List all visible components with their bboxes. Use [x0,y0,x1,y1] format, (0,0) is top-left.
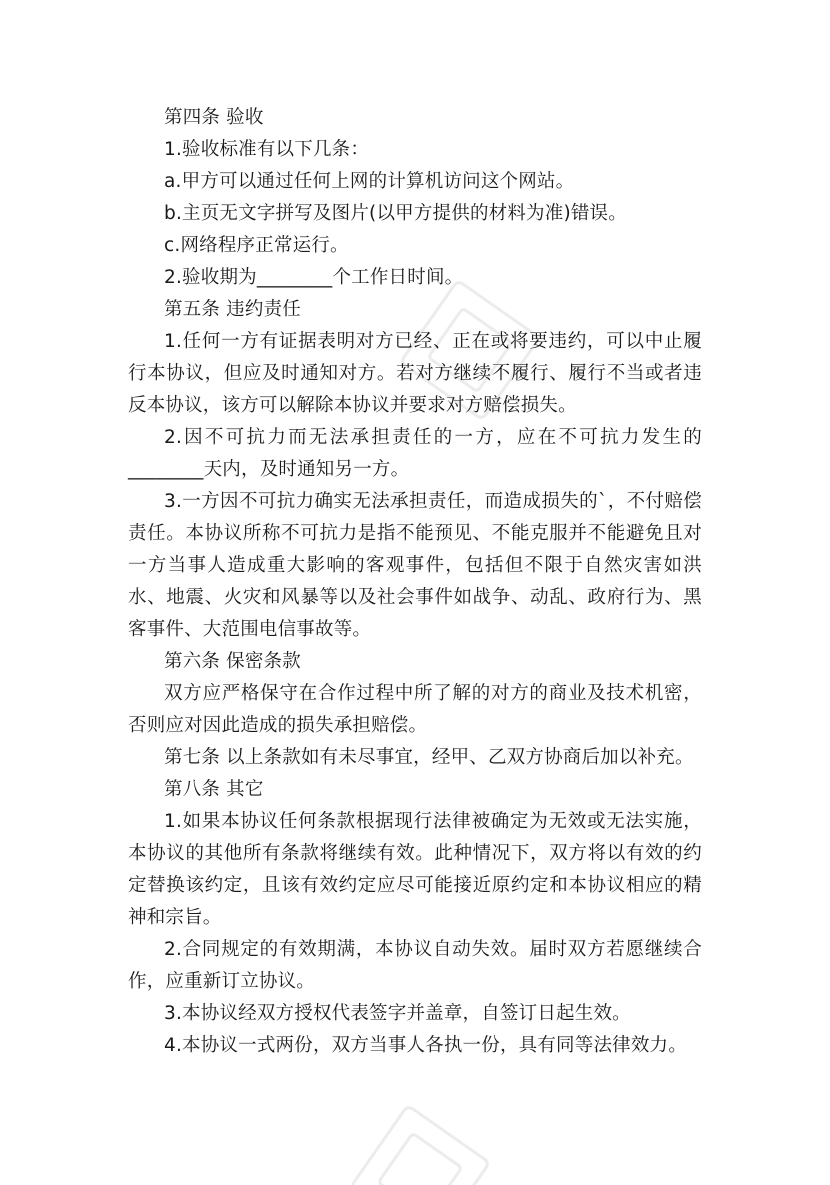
acceptance-criteria-intro: 1.验收标准有以下几条： [164,139,370,160]
watermark-graphic-bottom [330,1085,510,1185]
article-7: 第七条 以上条款如有未尽事宜，经甲、乙双方协商后加以补充。 [164,747,694,768]
acceptance-criterion-a: a.甲方可以通过任何上网的计算机访问这个网站。 [164,171,575,192]
other-clause-4: 4.本协议一式两份，双方当事人各执一份，具有同等法律效力。 [164,1035,687,1056]
acceptance-criterion-b: b.主页无文字拼写及图片(以甲方提供的材料为准)错误。 [164,203,627,224]
article-8-heading: 第八条 其它 [164,779,264,800]
breach-clause-3: 3.一方因不可抗力确实无法承担责任，而造成损失的`，不付赔偿责任。本协议所称不可抗力是指不能预见、不能克服并不能避免且对一方当事人造成重大影响的客观事件，包括但不限于自然灾害如洪水、地震、火灾和风暴等以及社会事件如战争、动乱、政府行为、黑客事件、大范围电信事故等。 [128,491,702,640]
breach-clause-2: 2.因不可抗力而无法承担责任的一方，应在不可抗力发生的________天内，及时通知另一方。 [128,427,702,480]
document-body [128,102,702,1062]
other-clause-3: 3.本协议经双方授权代表签字并盖章，自签订日起生效。 [164,1003,631,1024]
confidentiality-clause: 双方应严格保守在合作过程中所了解的对方的商业及技术机密，否则应对因此造成的损失承担赔偿。 [128,683,702,736]
article-6-heading: 第六条 保密条款 [164,651,301,672]
breach-clause-1: 1.任何一方有证据表明对方已经、正在或将要违约，可以中止履行本协议，但应及时通知对方。若对方继续不履行、履行不当或者违反本协议，该方可以解除本协议并要求对方赔偿损失。 [128,331,702,416]
article-4-heading: 第四条 验收 [164,107,264,128]
acceptance-criterion-c: c.网络程序正常运行。 [164,235,349,256]
acceptance-period: 2.验收期为________个工作日时间。 [164,267,464,288]
other-clause-1: 1.如果本协议任何条款根据现行法律被确定为无效或无法实施，本协议的其他所有条款将继续有效。此种情况下，双方将以有效的约定替换该约定，且该有效约定应尽可能接近原约定和本协议相应的精神和宗旨。 [128,811,702,928]
article-5-heading: 第五条 违约责任 [164,299,301,320]
other-clause-2: 2.合同规定的有效期满，本协议自动失效。届时双方若愿继续合作，应重新订立协议。 [128,939,702,992]
